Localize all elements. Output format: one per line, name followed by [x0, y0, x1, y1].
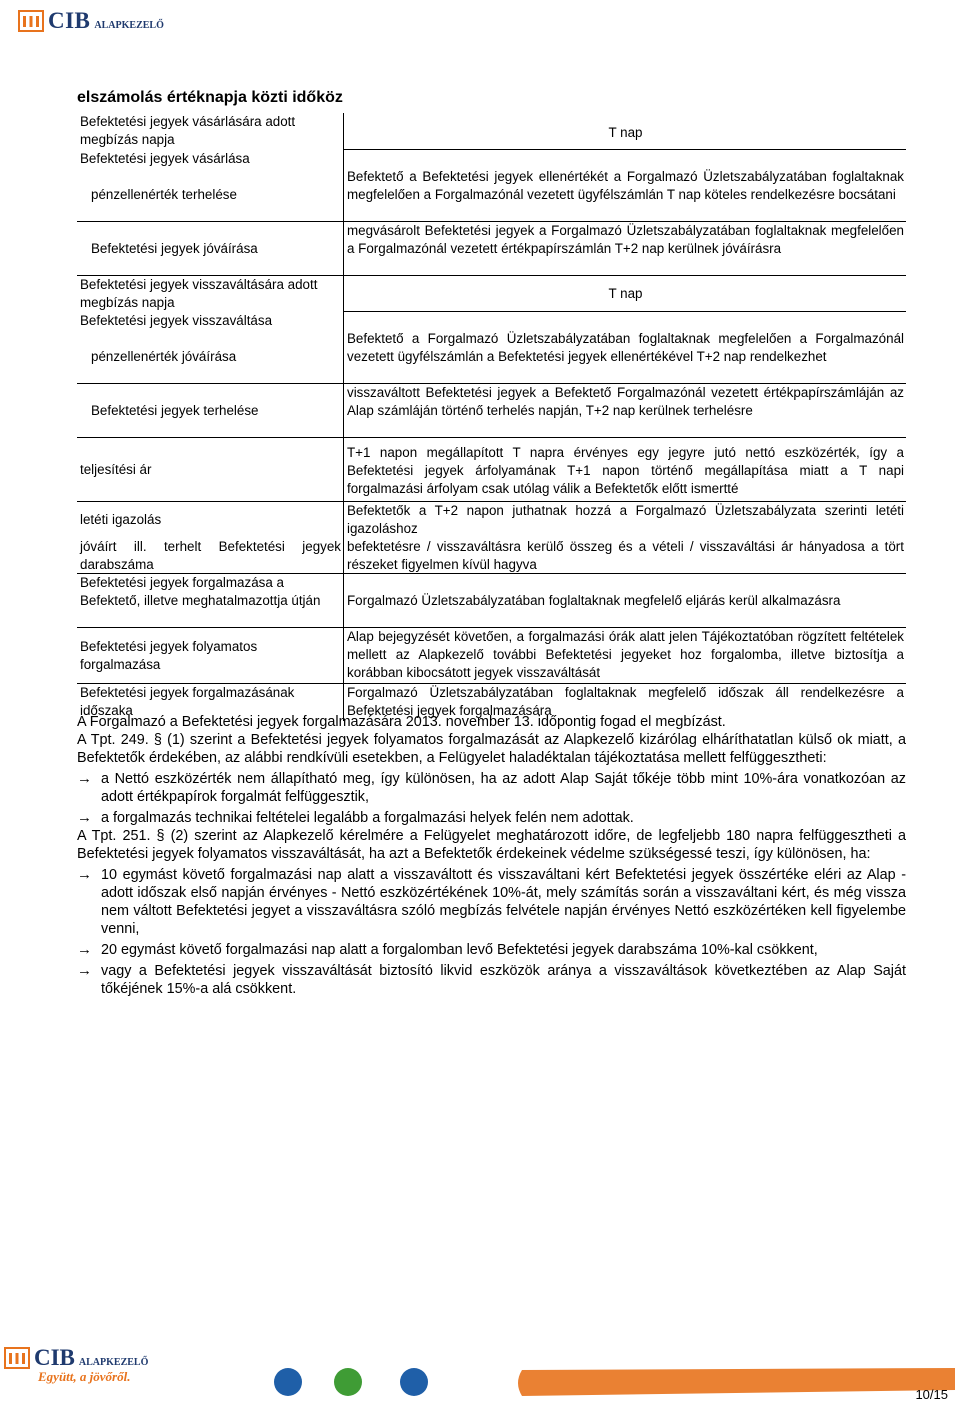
table-cell-label: Befektetési jegyek forgalmazása a Befektető, illetve meghatalmazottja útján: [77, 574, 343, 628]
arrow-right-icon: →: [77, 809, 92, 826]
table-cell-value: T nap: [343, 276, 906, 312]
footer-brand: CIB: [34, 1345, 75, 1370]
arrow-right-icon: →: [77, 866, 92, 883]
list-item: → vagy a Befektetési jegyek visszaváltását biztosító likvid eszközök aránya a visszaváltások következtében az Alap Saját tőkéjének 15%-a alá csökkent.: [77, 962, 906, 997]
table-cell-value: Befektetők a T+2 napon juthatnak hozzá a Forgalmazó Üzletszabályzata szerinti letéti igazoláshoz: [343, 502, 906, 538]
footer-brand-sub: ALAPKEZELŐ: [78, 1356, 149, 1368]
table-row: [77, 384, 906, 438]
arrow-right-icon: →: [77, 770, 92, 787]
page-number: 10/15: [915, 1387, 948, 1402]
list-item: → a forgalmazás technikai feltételei legalább a forgalmazási helyek felén nem adottak.: [77, 809, 634, 826]
table-cell-value: [343, 312, 906, 330]
orange-band-icon: [518, 1368, 955, 1396]
table-row: [77, 276, 906, 312]
table-cell-value: megvásárolt Befektetési jegyek a Forgalmazó Üzletszabályzatában foglaltaknak megfelelően a Forgalmazónál vezetett értékpapírszámlán T+2 nap kerülnek jóváírásra: [343, 222, 906, 276]
blue-dot-icon: [274, 1368, 302, 1396]
table-cell-label: Befektetési jegyek terhelése: [77, 384, 343, 438]
paragraph: A Tpt. 251. § (2) szerint az Alapkezelő kérelmére a Felügyelet meghatározott időre, de legfeljebb 180 napra felfüggesztheti a Befektetési jegyek folyamatos visszaváltását, ha azt a Befektetők érdekeinek védelme szükségessé teszi, így különösen, ha:: [77, 828, 906, 862]
table-row: [77, 312, 906, 330]
list-item: → 10 egymást követő forgalmazási nap alatt a visszaváltott és visszaváltani kért Befektetési jegyek összértéke eléri az Alap - adott időszak első napján érvényes - Nettó eszközértékének 10%-át, mely számítás során a visszaváltani kért, és még vissza nem váltott Befektetési jegyet a visszaváltásra szóló megbízás felvétele napján érvényes Nettó eszközértéken kell figyelembe venni,: [77, 866, 906, 937]
table-row: [77, 628, 906, 684]
table-cell-label: Befektetési jegyek vásárlása: [80, 151, 250, 166]
table-cell-label: pénzellenérték jóváírása: [77, 330, 343, 384]
header-logo: [18, 8, 164, 34]
table-cell-label: Befektetési jegyek forgalmazásának időszaka: [80, 685, 295, 718]
table-cell-value: Befektető a Befektetési jegyek ellenértékét a Forgalmazó Üzletszabályzatában foglaltaknak megfelelően a Forgalmazónál vezetett ügyfélszámlán T nap köteles rendelkezésre bocsátani: [343, 168, 906, 222]
table-row: [77, 438, 906, 502]
table-cell-value: befektetésre / visszaváltásra kerülő összeg és a vételi / visszaváltási ár hányadosa a tört részeket figyelmen kívül hagyva: [343, 538, 906, 574]
table-cell-label: Befektetési jegyek jóváírása: [77, 222, 343, 276]
table-row: [77, 502, 906, 538]
table-cell-label: letéti igazolás: [80, 512, 162, 528]
table-cell-value: Alap bejegyzését követően, a forgalmazási órák alatt jelen Tájékoztatóban rögzített feltételek mellett az Alapkezelő további Befektetési jegyeket hoz forgalomba, illetve biztosítja a korábban kibocsátott jegyek visszaváltását: [343, 628, 906, 684]
footer-decoration: [260, 1360, 960, 1400]
table-cell-label: Befektetési jegyek visszaváltására adott megbízás napja: [80, 277, 318, 310]
table-cell-value: visszaváltott Befektetési jegyek a Befektető Forgalmazónál vezetett értékpapírszámláján az Alap számláján történő terhelés napján, T+2 nap kerülnek terhelésre: [343, 384, 906, 438]
table-cell-value: [343, 150, 906, 168]
table-cell-label: Befektetési jegyek vásárlására adott megbízás napja: [80, 114, 296, 147]
table-row: [77, 113, 906, 150]
table-cell-label: pénzellenérték terhelése: [77, 168, 343, 222]
table-cell-value: Forgalmazó Üzletszabályzatában foglaltaknak megfelelő időszak áll rendelkezésre a Befektetési jegyek forgalmazására: [343, 684, 906, 721]
table-cell-label: Befektetési jegyek folyamatos forgalmazása: [77, 628, 343, 684]
table-row: [77, 222, 906, 276]
header-brand: CIB: [48, 8, 91, 33]
blue-dot-icon: [400, 1368, 428, 1396]
table-row: [77, 538, 906, 574]
list-item: → a Nettó eszközérték nem állapítható meg, így különösen, ha az adott Alap Saját tőkéje több mint 10%-ára vonatkozóan az adott értékpapírok forgalmát felfüggesztik,: [77, 770, 906, 805]
table-row: [77, 168, 906, 222]
paragraph: A Forgalmazó a Befektetési jegyek forgalmazására 2013. november 13. időpontig fogad el megbízást.: [77, 714, 726, 730]
footer-logo: [4, 1345, 148, 1385]
header-brand-sub: ALAPKEZELŐ: [94, 19, 164, 31]
table-row: [77, 150, 906, 168]
table-cell-label: Befektetési jegyek visszaváltása: [80, 313, 273, 328]
table-cell-value: Befektető a Forgalmazó Üzletszabályzatában foglaltaknak megfelelően a Forgalmazónál vezetett ügyfélszámlán a Befektetési jegyek ellenértékével T+2 nap rendelkezhet: [343, 330, 906, 384]
table-cell-value: T nap: [343, 113, 906, 150]
arrow-right-icon: →: [77, 962, 92, 979]
green-dot-icon: [334, 1368, 362, 1396]
table-cell-value: T+1 napon megállapított T napra érvényes egy jegyre jutó nettó eszközérték, így a Befektetési jegyek árfolyamának T+1 napon történő megállapítása miatt a T napi forgalmazási árfolyam csak utólag válik a Befektetők előtt ismertté: [343, 438, 906, 502]
table-cell-label: jóváírt ill. terhelt Befektetési jegyek darabszáma: [77, 538, 343, 574]
cib-logo-icon: [18, 8, 44, 34]
table-cell-value: Forgalmazó Üzletszabályzatában foglaltaknak megfelelő eljárás kerül alkalmazásra: [343, 574, 906, 628]
arrow-right-icon: →: [77, 941, 92, 958]
table-row: [77, 574, 906, 628]
cib-logo-icon: [4, 1345, 30, 1371]
paragraph: A Tpt. 249. § (1) szerint a Befektetési jegyek folyamatos forgalmazását az Alapkezelő kizárólag elháríthatatlan külső ok miatt, a Befektetők érdekében, az alábbi rendkívüli esetekben, a Felügyelet haladéktalan tájékoztatása mellett felfüggesztheti:: [77, 732, 906, 766]
section-title: elszámolás értéknapja közti időköz: [77, 89, 343, 106]
footer-slogan: Együtt, a jövőről.: [38, 1369, 131, 1384]
body-text: [77, 713, 906, 998]
table-row: [77, 330, 906, 384]
list-item: → 20 egymást követő forgalmazási nap alatt a forgalomban levő Befektetési jegyek darabszáma 10%-kal csökkent,: [77, 941, 818, 958]
table-cell-label: teljesítési ár: [77, 438, 343, 502]
settlement-table: [77, 113, 906, 721]
